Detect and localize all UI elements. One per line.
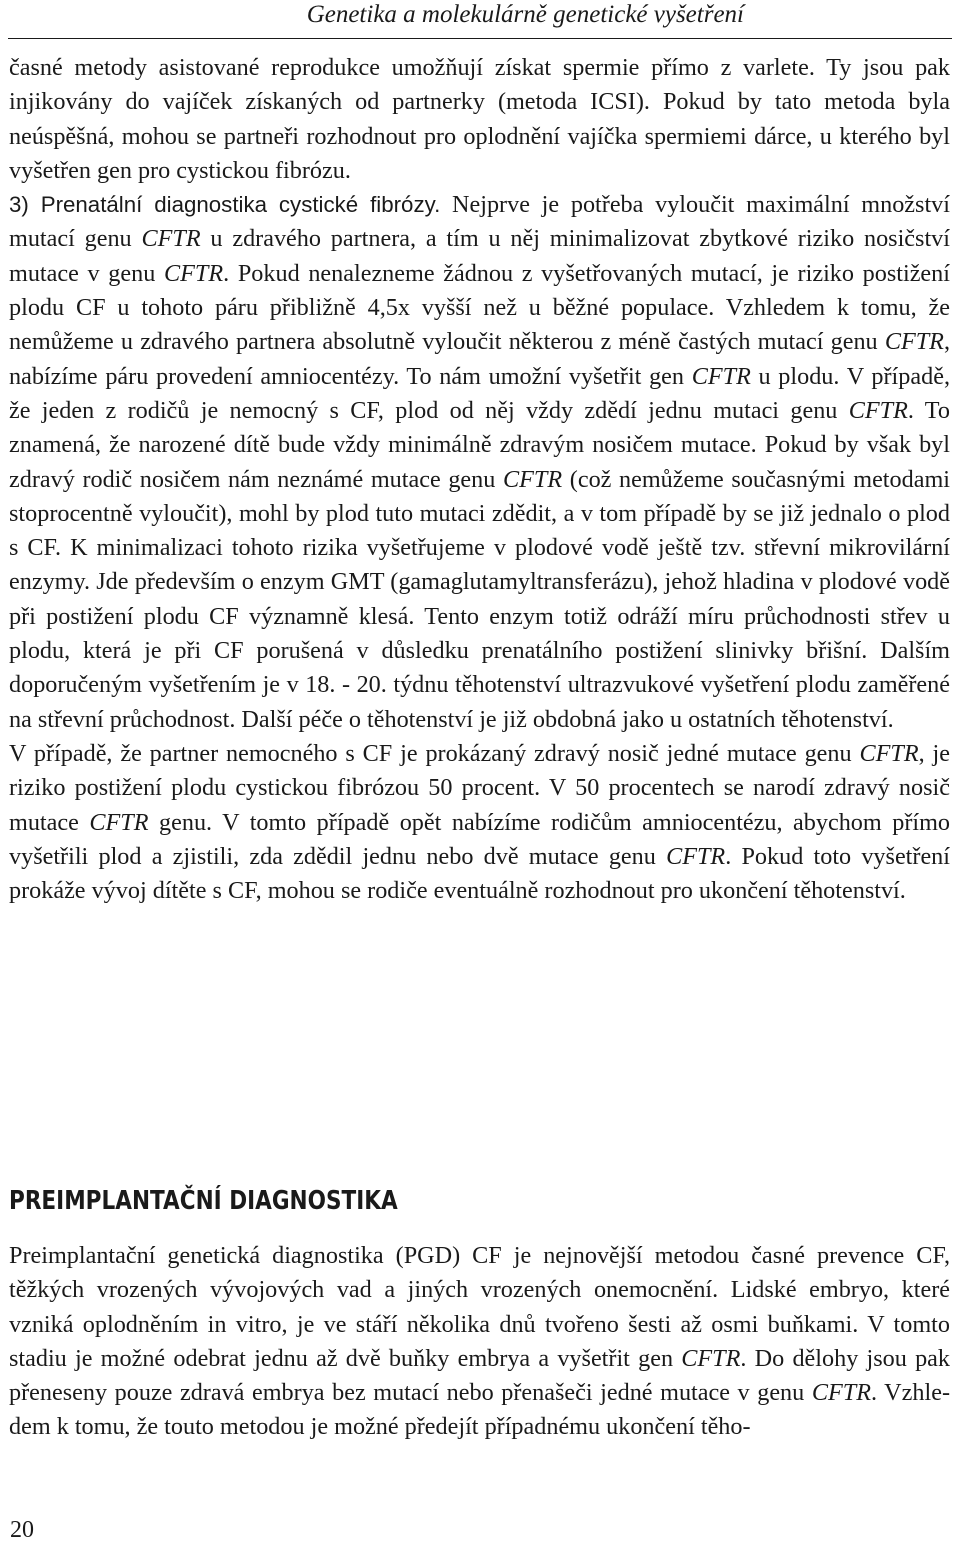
gene-name: CFTR [503, 465, 563, 493]
gene-name: CFTR [163, 259, 224, 287]
paragraph-2 [9, 188, 950, 737]
body-text [9, 51, 950, 908]
header-rule [8, 38, 952, 39]
gene-name: CFTR [691, 362, 751, 390]
text-run: . Do dělohy jsou pak přeneseny pouze zdravá embrya bez mutací nebo přenašeči jedné mutace v genu [9, 1344, 950, 1407]
gene-name: CFTR [141, 225, 201, 253]
text-run: . Pokud toto vyšetření prokáže vývoj dítěte s CF, mohou se rodiče eventuálně rozhodnout pro ukončení těhotenství. [9, 842, 951, 905]
text-run: , nabízíme páru provedení amniocentézy. To nám umožní vyšetřit gen [9, 328, 950, 390]
text-run: (což nemůžeme současnými metodami stoprocentně vyloučit), mohl by plod tuto mutaci zdědit, a v tom případě by se již jednalo o plod s CF. K minimalizaci tohoto rizika vyšetřujeme v plodové vodě ještě tzv. střevní mikrovilární enzymy. Jde především o enzym GMT (gamaglutamyltransferázu), jehož hladina v plodové vodě při postižení plodu CF významně klesá. Tento enzym totiž odráží míru průchodnosti střev u plodu, která je při CF porušená v důsledku prenatálního postižení slinivky břišní. Dalším doporučeným vyšetřením je v 18. - 20. týdnu těhotenství ultrazvukové vyšetření plodu zaměřené na střevní průchodnost. Další péče o těhotenství je již obdobná jako u ostatních těhotenství. [9, 465, 950, 733]
text-run: V případě, že partner nemocného s CF je prokázaný zdravý nosič jedné mutace genu [9, 739, 860, 767]
text-run: . To znamená, že narozené dítě bude vždy minimálně zdravým nosičem mutace. Pokud by však byl zdravý rodič nosičem nám neznámé mutace genu [9, 396, 950, 493]
gene-name: CFTR [666, 842, 726, 870]
section-heading: PREIMPLANTAČNÍ DIAGNOSTIKA [9, 1186, 398, 1216]
text-run: Nejprve je potřeba vyloučit maximální množství mutací genu [9, 191, 950, 253]
text-run: . Vzhledem k tomu, že touto metodou je možné předejít případnému ukončení těho- [9, 1379, 950, 1441]
gene-name: CFTR [681, 1344, 741, 1372]
section-body-text [9, 1239, 950, 1445]
gene-name: CFTR [859, 739, 919, 767]
running-header: Genetika a molekulárně genetické vyšetření [306, 1, 744, 28]
paragraph-4 [9, 1239, 950, 1445]
gene-name: CFTR [848, 396, 908, 424]
gene-name: CFTR [884, 328, 944, 356]
text-run: genu. V tomto případě opět nabízíme rodičům amniocentézu, abychom přímo vyšetřili plod a zjistili, zda zdědil jednu nebo dvě mutace genu [9, 808, 950, 870]
subsection-lead: 3) Prenatální diagnostika cystické fibrózy. [9, 192, 441, 218]
paragraph-3 [9, 737, 950, 908]
page-number: 20 [10, 1517, 34, 1543]
text-run: u zdravého partnera, a tím u něj minimalizovat zbytkové riziko nosičství mutace v genu [9, 225, 950, 287]
text-run: Preimplantační genetická diagnostika (PGD) CF je nejnovější metodou časné prevence CF, těžkých vrozených vývojových vad a jiných vrozených onemocnění. Lidské embryo, které vzniká oplodněním in vitro, je ve stáří několika dnů tvořeno šesti až osmi buňkami. V tomto stadiu je možné odebrat jednu až dvě buňky embrya a vyšetřit gen [9, 1242, 950, 1372]
gene-name: CFTR [89, 808, 149, 836]
text-run: u plodu. V případě, že jeden z rodičů je nemocný s CF, plod od něj vždy zdědí jednu mutaci genu [9, 362, 950, 424]
text-run: . Pokud nenalezneme žádnou z vyšetřovaných mutací, je riziko postižení plodu CF u tohoto páru přibližně 4,5x vyšší než u běžné populace. Vzhledem k tomu, že nemůžeme u zdravého partnera absolutně vyloučit některou z méně častých mutací genu [9, 259, 950, 356]
text-run: , je riziko postižení plodu cystickou fibrózou 50 procent. V 50 procentech se narodí zdravý nosič mutace [9, 739, 950, 836]
paragraph-1: časné metody asistované reprodukce umožňují získat spermie přímo z varlete. Ty jsou pak injikovány do vajíček získaných od partnerky (metoda ICSI). Pokud by tato metoda byla neúspěšná, mohou se partneři rozhodnout pro oplodnění vajíčka spermiemi dárce, u kterého byl vyšetřen gen pro cystickou fibrózu. [9, 54, 950, 184]
gene-name: CFTR [811, 1379, 871, 1407]
